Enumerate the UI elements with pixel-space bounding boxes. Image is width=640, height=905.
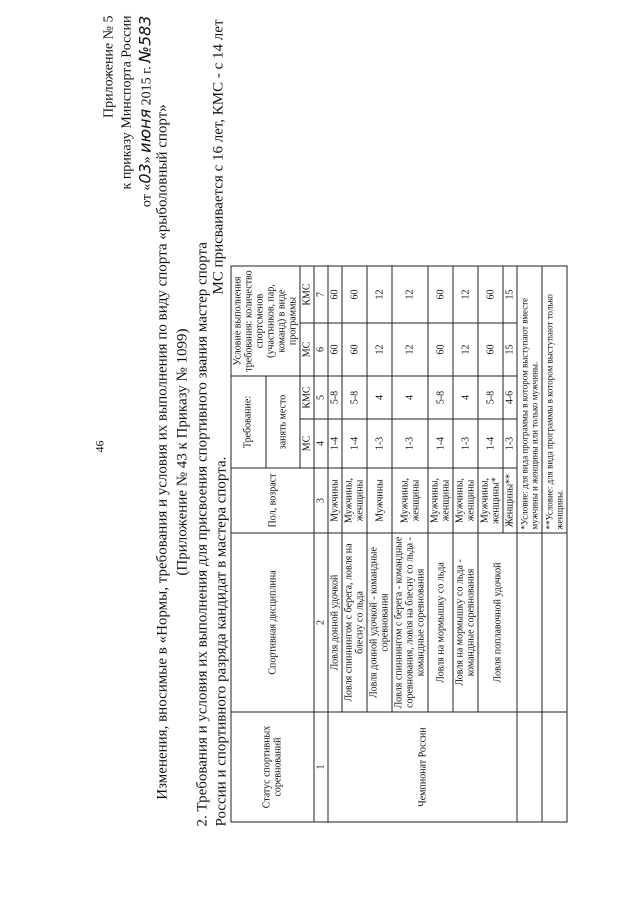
header-ms: МС [300,419,314,468]
heading: Изменения, вносимые в «Нормы, требования и условия их выполнения по виду спорта «рыболовный спорт» (Приложение № 43 к Приказу № 1099) [154,104,191,800]
table-row-numbers: 1 2 3 4 5 6 7 [314,266,328,822]
appendix-line1: Приложение № 5 [101,15,117,118]
table-row: Чемпионат России Ловля донной удочкой Мужчины 1-4 5-8 60 60 [328,266,342,822]
norms-table [231,266,568,823]
section-title: 2. Требования и условия их выполнения для присвоения спортивного звания мастер спорта России и спортивного разряда кандидат в мастера спорта. [194,242,230,827]
table-row: Ловля на мормышку со льда Мужчины, женщины 1-4 5-8 60 60 [428,266,453,822]
table-row: Ловля на мормышку со льда - командные соревнования Мужчины, женщины 1-3 4 12 12 [453,266,478,822]
rotated-document [1,0,640,905]
appendix-block [101,16,157,208]
header-gender: Пол, возраст [231,468,314,533]
footnote-2: **Условие: для вида программы в котором выступают только женщины. [542,266,567,533]
appendix-date: от «03» июня 2015 г. №583 [135,15,155,208]
header-cond-ms: МС [300,323,314,376]
header-status: Статус спортивных соревнований [231,712,314,822]
status-cell: Чемпионат России [328,712,517,822]
order-number: 583 [135,15,155,47]
header-cond-kms: КМС [300,266,314,323]
footnote-1: *Условие: для вида программы в котором выступают вместе мужчины и женщины или только мужчины. [517,266,542,533]
age-requirements: МС присваивается с 16 лет, КМС - с 14 лет [210,19,227,295]
date-month: июня [135,108,155,153]
appendix-line2: к приказу Минспорта России [119,15,135,190]
header-condition: Условие выполнения требования: количество спортсменов (участников, пар, команд) в виде программы [231,266,300,376]
page-number: 46 [92,440,107,453]
date-day: 03 [135,163,155,184]
table-row: Ловля спиннингом с берега, ловля на блесну со льда Мужчины, женщины 1-4 5-8 60 60 [342,266,367,822]
table-row: Женщины** 1-3 4-6 15 15 [503,266,517,822]
table-row: Ловля донной удочкой - командные соревнования Мужчины 1-3 4 12 12 [367,266,392,822]
header-discipline: Спортивная дисциплина [231,533,314,712]
table-row: Ловля спиннингом с берега - командные соревнования, ловля на блесну со льда - командные соревнования Мужчины, женщины 1-3 4 12 12 [392,266,428,822]
header-kms: КМС [300,376,314,419]
header-requirement: Требование: [231,376,266,468]
header-place: занять место [266,376,301,468]
table-row: Ловля поплавочной удочкой Мужчины, женщины* 1-4 5-8 60 60 [478,266,503,822]
